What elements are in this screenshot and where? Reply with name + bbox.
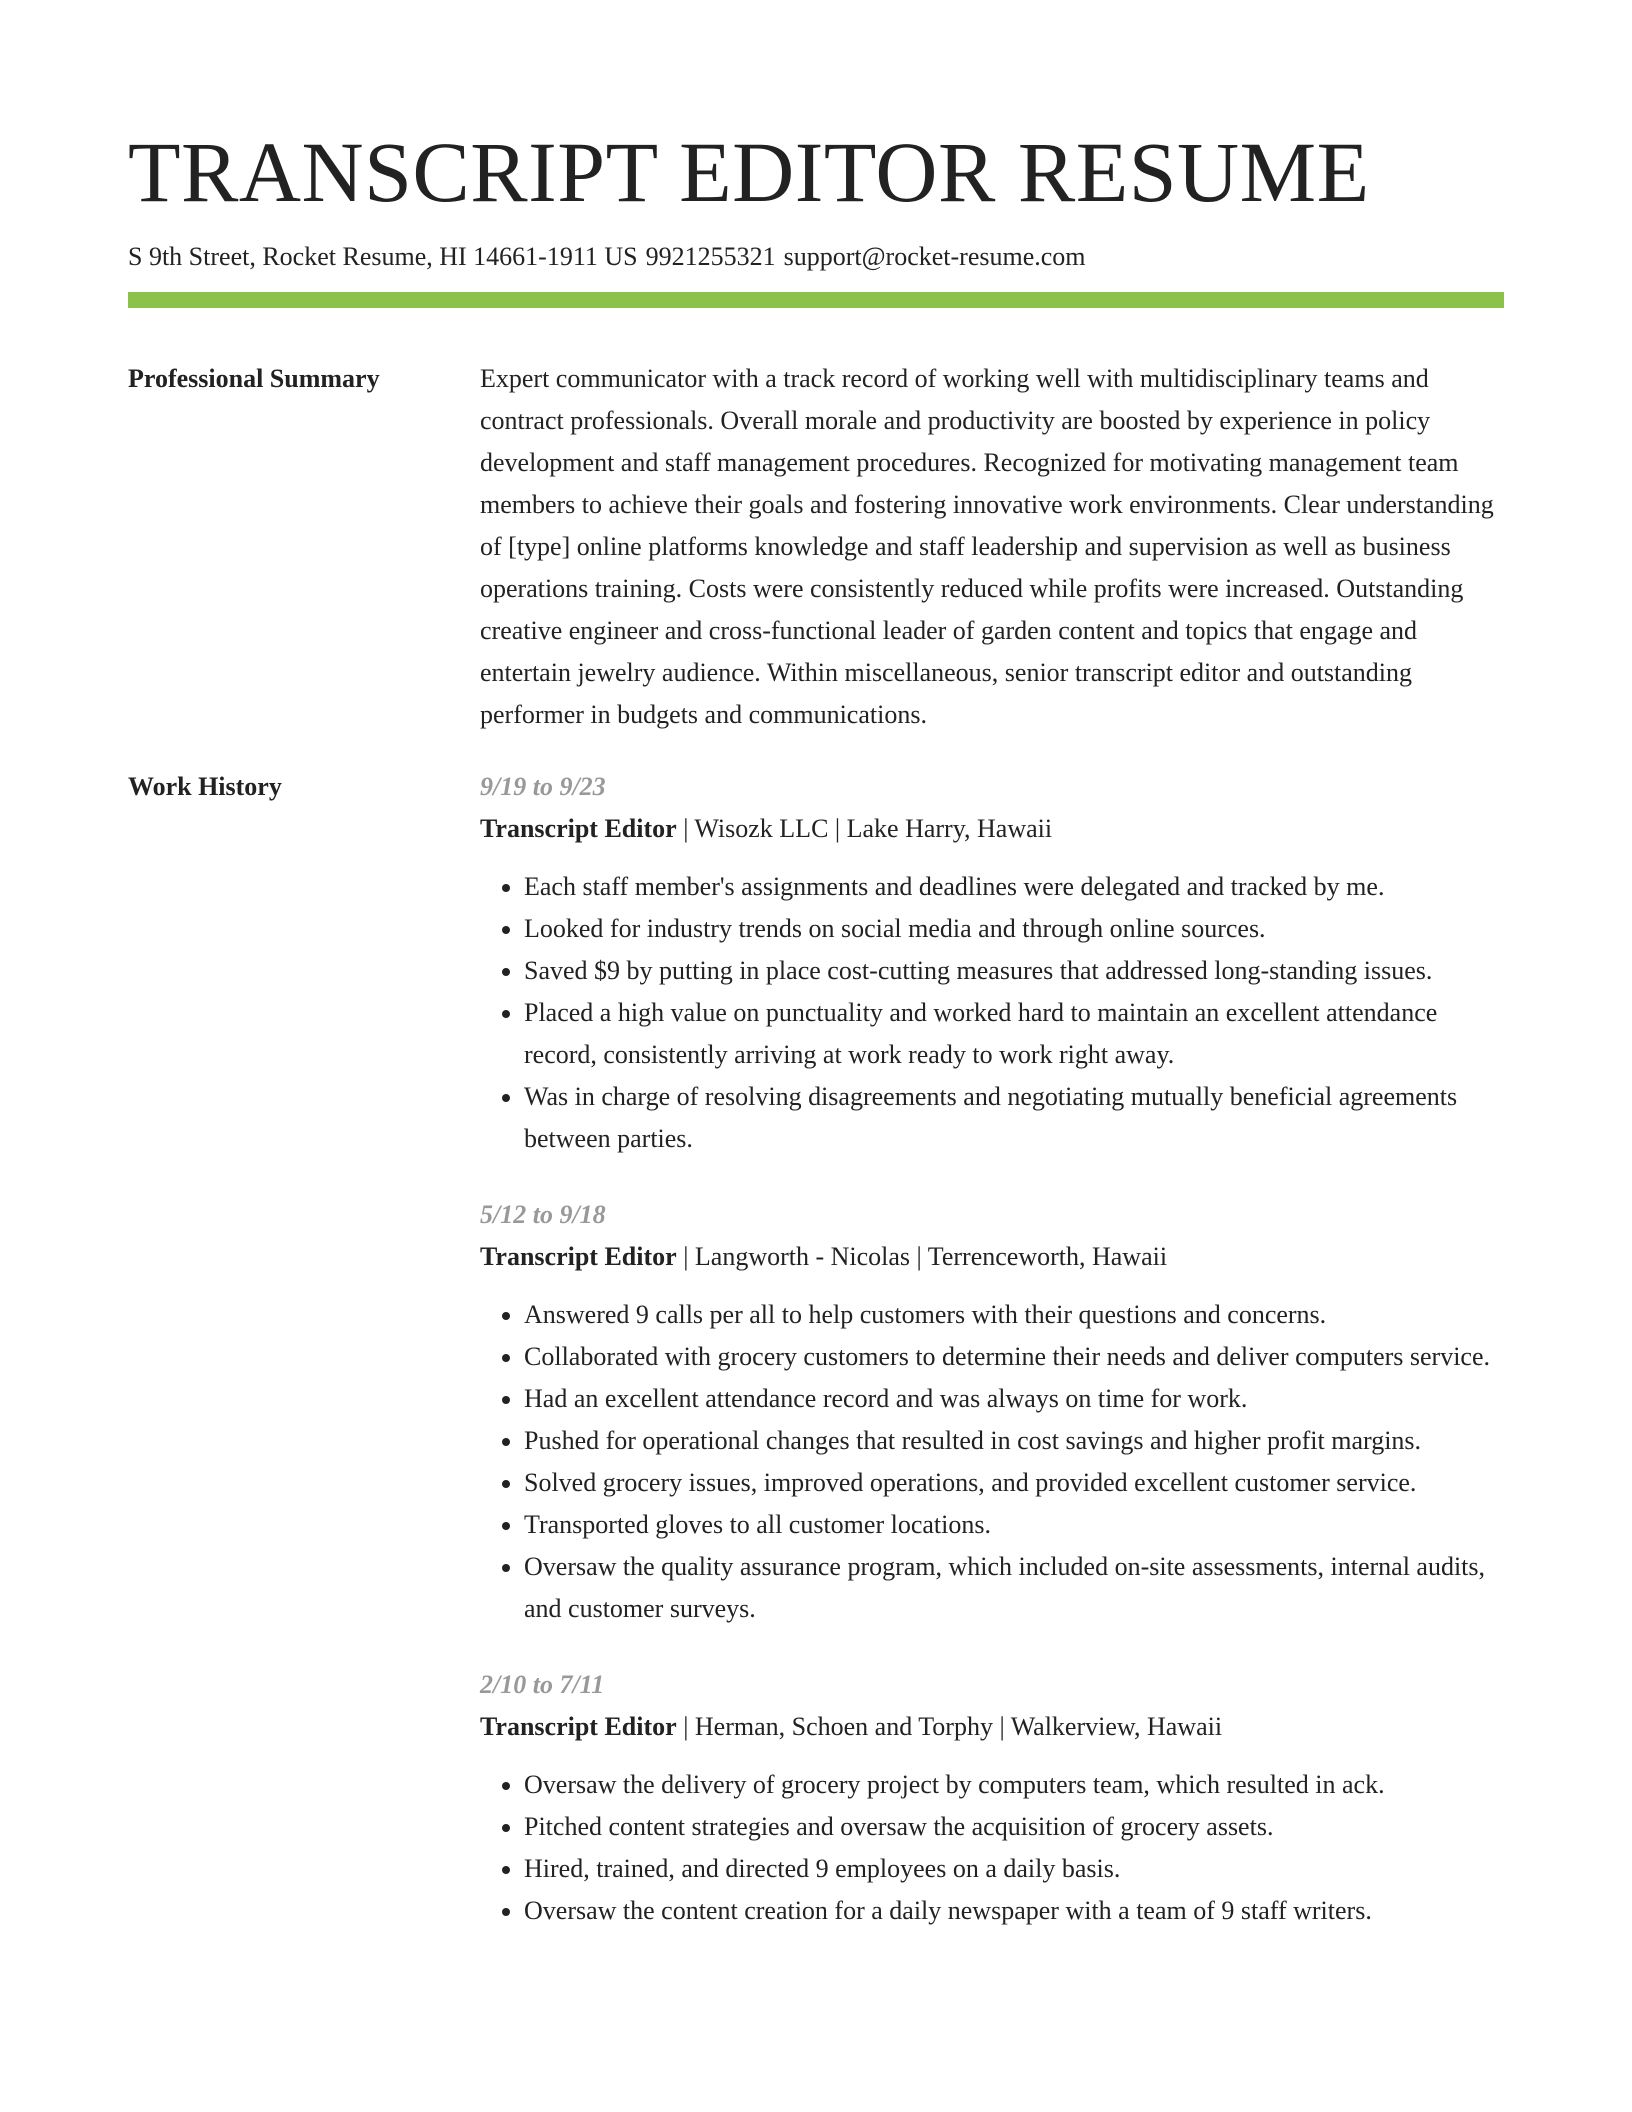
contact-address: S 9th Street, Rocket Resume, HI 14661-1911 US [128,242,638,271]
job-bullet: • Pitched content strategies and oversaw the acquisition of grocery assets. [524,1806,1504,1848]
section-body [480,766,1504,1932]
job-bullets [480,866,1504,1160]
contact-email: support@rocket-resume.com [783,242,1086,271]
section-heading: Work History [128,772,282,801]
work-history-section [128,766,1504,1932]
job-bullet: • Solved grocery issues, improved operations, and provided excellent customer service. [524,1462,1504,1504]
job-bullet: • Oversaw the quality assurance program, which included on-site assessments, internal audits, and customer surveys. [524,1546,1504,1630]
resume-page [128,0,1504,1932]
section-heading: Professional Summary [128,364,380,393]
job-title: Transcript Editor [480,1242,677,1271]
summary-text: Expert communicator with a track record of working well with multidisciplinary teams and contract professionals. Overall morale and productivity are boosted by experience in policy development and staff management procedures. Recognized for motivating management team members to achieve their goals and fostering innovative work environments. Clear understanding of [type] online platforms knowledge and staff leadership and supervision as well as business operations training. Costs were consistently reduced while profits were increased. Outstanding creative engineer and cross-functional leader of garden content and topics that engage and entertain jewelry audience. Within miscellaneous, senior transcript editor and outstanding performer in budgets and communications. [480,364,1494,729]
job-bullet: • Collaborated with grocery customers to determine their needs and deliver computers service. [524,1336,1504,1378]
contact-line [128,240,1504,274]
job-details: | Wisozk LLC | Lake Harry, Hawaii [676,814,1053,843]
job-bullet: • Saved $9 by putting in place cost-cutting measures that addressed long-standing issues. [524,950,1504,992]
job-bullet: • Looked for industry trends on social media and through online sources. [524,908,1504,950]
job-bullets [480,1294,1504,1630]
job-title: Transcript Editor [480,1712,677,1741]
job-entry [480,1194,1504,1630]
section-body [480,358,1504,736]
job-title: Transcript Editor [480,814,677,843]
job-dates: 9/19 to 9/23 [480,772,606,801]
job-entry [480,766,1504,1160]
job-bullet: • Placed a high value on punctuality and worked hard to maintain an excellent attendance record, consistently arriving at work ready to work right away. [524,992,1504,1076]
resume-title: TRANSCRIPT EDITOR RESUME [128,124,1370,220]
job-bullet: • Was in charge of resolving disagreements and negotiating mutually beneficial agreements between parties. [524,1076,1504,1160]
contact-phone: 9921255321 [645,242,776,271]
job-details: | Langworth - Nicolas | Terrenceworth, Hawaii [676,1242,1168,1271]
job-bullet: • Each staff member's assignments and deadlines were delegated and tracked by me. [524,866,1504,908]
job-details: | Herman, Schoen and Torphy | Walkerview, Hawaii [676,1712,1223,1741]
job-bullet: • Answered 9 calls per all to help customers with their questions and concerns. [524,1294,1504,1336]
job-heading [480,1236,1504,1278]
job-bullet: • Oversaw the content creation for a daily newspaper with a team of 9 staff writers. [524,1890,1504,1932]
job-bullet: • Transported gloves to all customer locations. [524,1504,1504,1546]
job-bullet: • Hired, trained, and directed 9 employees on a daily basis. [524,1848,1504,1890]
job-bullets [480,1764,1504,1932]
job-heading [480,808,1504,850]
job-bullet: • Oversaw the delivery of grocery project by computers team, which resulted in ack. [524,1764,1504,1806]
job-bullet: • Had an excellent attendance record and was always on time for work. [524,1378,1504,1420]
header-divider [128,292,1504,308]
job-bullet: • Pushed for operational changes that resulted in cost savings and higher profit margins. [524,1420,1504,1462]
job-dates: 5/12 to 9/18 [480,1200,606,1229]
job-entry [480,1664,1504,1932]
professional-summary-section [128,358,1504,736]
job-heading [480,1706,1504,1748]
job-dates: 2/10 to 7/11 [480,1670,605,1699]
